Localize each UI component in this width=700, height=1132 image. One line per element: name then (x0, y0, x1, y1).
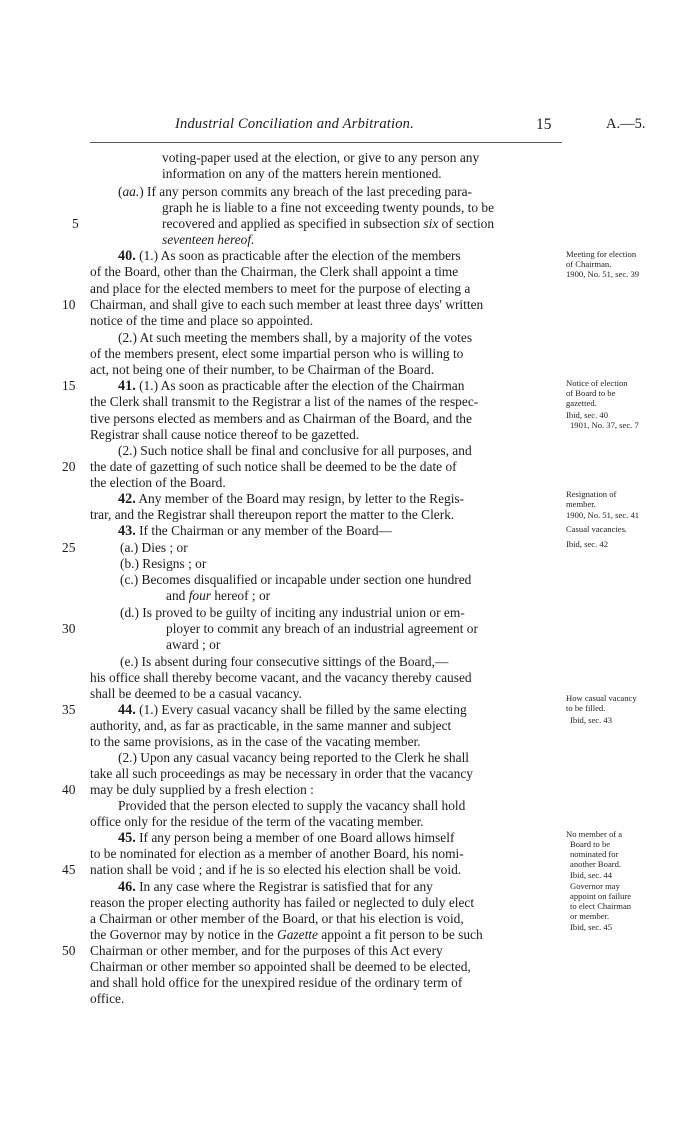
text-line: seventeen hereof. (162, 232, 255, 247)
text-line: and shall hold office for the unexpired residue of the ordinary term of (90, 975, 463, 990)
text-line: (2.) Such notice shall be final and conclusive for all purposes, and (118, 443, 472, 458)
text-line: office only for the residue of the term of the vacating member. (90, 814, 424, 829)
margin-note: Ibid, sec. 42 (566, 539, 609, 549)
margin-note: or member. (570, 911, 610, 921)
margin-note: 1900, No. 51, sec. 41 (566, 510, 640, 520)
line-number: 35 (62, 702, 76, 717)
section-number: 43. (118, 523, 136, 539)
text-line: a Chairman or other member of the Board, or that his election is void, (90, 911, 464, 926)
margin-note: of Chairman. (566, 259, 612, 269)
text-line: to be nominated for election as a member of another Board, his nomi- (90, 846, 464, 861)
text-line: 40. (1.) As soon as practicable after the election of the members (118, 248, 461, 264)
text-line: the Clerk shall transmit to the Registrar a list of the names of the respec- (90, 394, 479, 409)
text-line: office. (90, 991, 125, 1006)
text-line: the election of the Board. (90, 475, 226, 490)
line-number: 40 (62, 782, 76, 797)
margin-note: Ibid, sec. 40 (566, 410, 609, 420)
text-line: (aa.) If any person commits any breach of the last preceding para- (118, 184, 472, 199)
line-number: 25 (62, 540, 76, 555)
section-number: 44. (118, 702, 136, 718)
line-number: 5 (72, 216, 79, 231)
text-line: of the members present, elect some impartial person who is willing to (90, 346, 464, 361)
section-number: 41. (118, 378, 136, 394)
margin-note: Meeting for election (566, 249, 637, 259)
text-line: 45. If any person being a member of one Board allows himself (118, 830, 455, 846)
margin-note: Ibid, sec. 45 (570, 922, 613, 932)
text-line: authority, and, as far as practicable, in the same manner and subject (90, 718, 452, 733)
text-line: nation shall be void ; and if he is so elected his election shall be void. (90, 862, 462, 877)
margin-note: Notice of election (566, 378, 628, 388)
margin-note: to be filled. (566, 703, 606, 713)
margin-note: appoint on failure (570, 891, 632, 901)
margin-note: 1900, No. 51, sec. 39 (566, 269, 640, 279)
section-number: 40. (118, 248, 136, 264)
text-line: 41. (1.) As soon as practicable after the election of the Chairman (118, 378, 465, 394)
text-line: of the Board, other than the Chairman, the Clerk shall appoint a time (90, 264, 459, 279)
line-number: 10 (62, 297, 76, 312)
text-line: graph he is liable to a fine not exceeding twenty pounds, to be (162, 200, 495, 215)
text-line: Provided that the person elected to supply the vacancy shall hold (118, 798, 466, 813)
margin-note: nominated for (570, 849, 619, 859)
series-reference: A.—5. (606, 116, 646, 132)
text-line: ployer to commit any breach of an industrial agreement or (166, 621, 478, 636)
text-line: may be duly supplied by a fresh election : (90, 782, 314, 797)
margin-note: No member of a (566, 829, 623, 839)
text-line: (2.) At such meeting the members shall, by a majority of the votes (118, 330, 473, 345)
text-line: 46. In any case where the Registrar is satisfied that for any (118, 879, 433, 895)
line-number: 50 (62, 943, 76, 958)
margin-note: 1901, No. 37, sec. 7 (570, 420, 639, 430)
section-number: 46. (118, 879, 136, 895)
line-number: 45 (62, 862, 76, 877)
text-line: information on any of the matters herein mentioned. (162, 166, 442, 181)
text-line: notice of the time and place so appointed. (90, 313, 314, 328)
text-line: (2.) Upon any casual vacancy being reported to the Clerk he shall (118, 750, 470, 765)
text-line: the Governor may by notice in the Gazette appoint a fit person to be such (90, 927, 483, 942)
text-line: and four hereof ; or (166, 588, 271, 603)
text-line: shall be deemed to be a casual vacancy. (90, 686, 302, 701)
text-line: take all such proceedings as may be necessary in order that the vacancy (90, 766, 473, 781)
text-line: Chairman, and shall give to each such member at least three days' written (90, 297, 484, 312)
text-line: Registrar shall cause notice thereof to be gazetted. (90, 427, 360, 442)
margin-note: Ibid, sec. 43 (570, 715, 613, 725)
margin-note: of Board to be (566, 388, 616, 398)
line-number: 15 (62, 378, 76, 393)
header-rule (90, 142, 562, 143)
text-line: the date of gazetting of such notice shall be deemed to be the date of (90, 459, 457, 474)
margin-note: to elect Chairman (570, 901, 632, 911)
text-line: 42. Any member of the Board may resign, by letter to the Regis- (118, 491, 465, 507)
page-number: 15 (536, 116, 552, 133)
text-line: trar, and the Registrar shall thereupon report the matter to the Clerk. (90, 507, 455, 522)
margin-note: Board to be (570, 839, 611, 849)
margin-note: Resignation of (566, 489, 617, 499)
text-line: and place for the elected members to meet for the purpose of electing a (90, 281, 471, 296)
section-number: 42. (118, 491, 136, 507)
text-line: recovered and applied as specified in subsection six of section (162, 216, 495, 231)
text-line: reason the proper electing authority has failed or neglected to duly elect (90, 895, 475, 910)
text-line: 44. (1.) Every casual vacancy shall be filled by the same electing (118, 702, 467, 718)
margin-note: gazetted. (566, 398, 597, 408)
margin-note: Ibid, sec. 44 (570, 870, 613, 880)
running-title: Industrial Conciliation and Arbitration. (175, 116, 414, 132)
text-line: (d.) Is proved to be guilty of inciting any industrial union or em- (120, 605, 465, 620)
text-line: tive persons elected as members and as Chairman of the Board, and the (90, 411, 472, 426)
text-line: his office shall thereby become vacant, and the vacancy thereby caused (90, 670, 472, 685)
margin-note: How casual vacancy (566, 693, 637, 703)
text-line: act, not being one of their number, to be Chairman of the Board. (90, 362, 435, 377)
margin-note: another Board. (570, 859, 622, 869)
margin-note: member. (566, 499, 596, 509)
running-header (0, 116, 700, 138)
text-line: Chairman or other member so appointed shall be deemed to be elected, (90, 959, 471, 974)
text-line: award ; or (166, 637, 221, 652)
text-line: (a.) Dies ; or (120, 540, 188, 555)
text-line: (c.) Becomes disqualified or incapable under section one hundred (120, 572, 472, 587)
section-number: 45. (118, 830, 136, 846)
margin-note: Governor may (570, 881, 620, 891)
text-line: Chairman or other member, and for the purposes of this Act every (90, 943, 443, 958)
margin-note: Casual vacancies. (566, 524, 628, 534)
text-line: 43. If the Chairman or any member of the Board— (118, 523, 392, 539)
text-line: (e.) Is absent during four consecutive sittings of the Board,— (120, 654, 449, 669)
text-line: to the same provisions, as in the case of the vacating member. (90, 734, 421, 749)
line-number: 30 (62, 621, 76, 636)
text-line: voting-paper used at the election, or give to any person any (162, 150, 480, 165)
line-number: 20 (62, 459, 76, 474)
text-line: (b.) Resigns ; or (120, 556, 207, 571)
